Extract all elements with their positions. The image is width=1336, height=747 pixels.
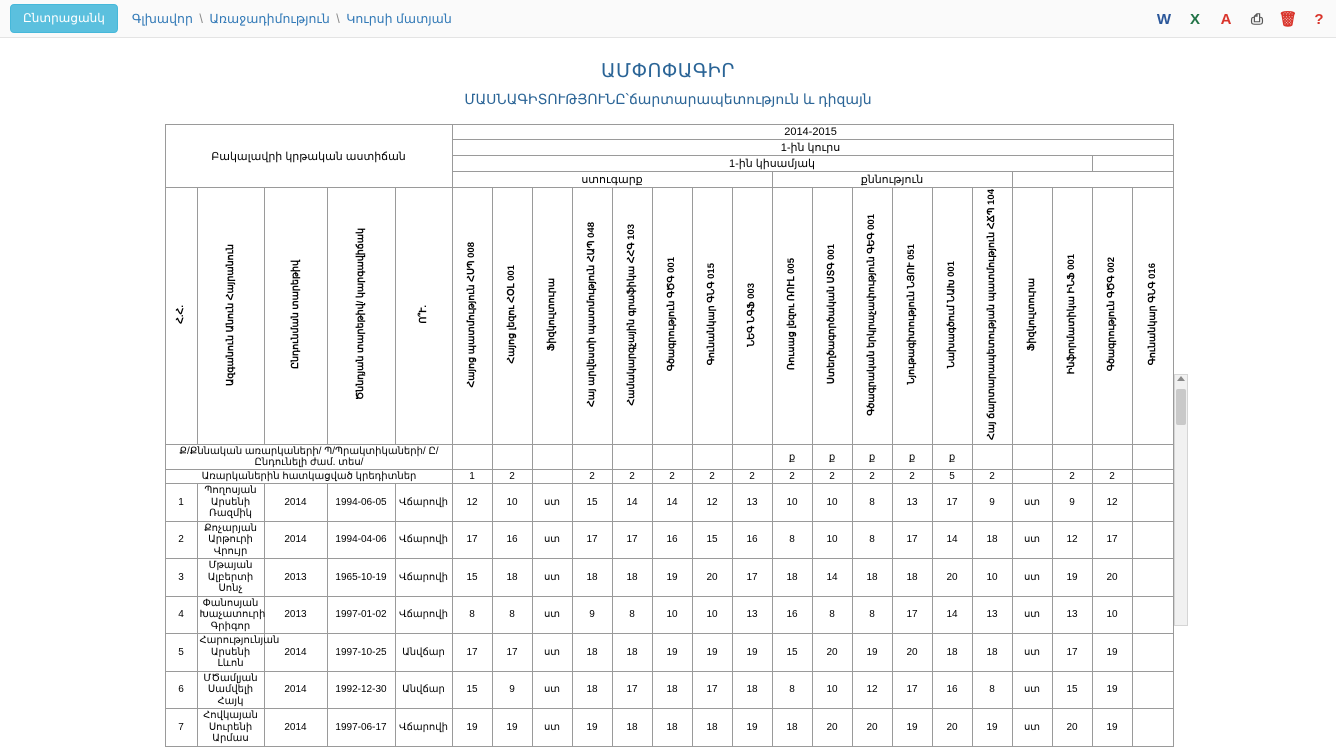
row-status: Վճարովի [395,559,452,597]
breadcrumb-separator: \ [199,12,203,26]
table-vertical-scrollbar[interactable] [1174,374,1188,626]
row-mark[interactable]: 16 [732,521,772,559]
row-mark[interactable]: 19 [692,634,732,672]
row-mark[interactable]: ստ [1012,671,1052,709]
row-mark[interactable]: 9 [572,596,612,634]
row-mark[interactable]: 10 [972,559,1012,597]
table-row[interactable] [165,484,1173,522]
note-label: Ք/Քննական առարկաների/ Պ/Պրակտիկաների/ Ը/Ընդունելի ժամ. տես/ [165,445,452,470]
row-mark[interactable]: 12 [452,484,492,522]
row-mark[interactable]: 8 [852,596,892,634]
row-no: 7 [165,709,197,747]
note-cell-4 [612,445,652,470]
col-header-subject-16: Գծագրություն ԳԾԳ 002 [1092,188,1132,445]
note-cell-6 [692,445,732,470]
pdf-export-icon[interactable]: A [1220,10,1232,28]
row-no: 4 [165,596,197,634]
row-mark[interactable]: 14 [612,484,652,522]
row-mark[interactable]: 18 [892,559,932,597]
col-header-subject-11: Նյութագիտություն ՆՅՈՒ 051 [892,188,932,445]
row-dob: 1997-06-17 [327,709,395,747]
toolbar-actions [1155,0,1328,38]
row-mark[interactable]: 8 [612,596,652,634]
row-mark[interactable]: 9 [492,671,532,709]
col-header-status: Ո՞Ւ. [395,188,452,445]
year-range-cell: 2014-2015 [452,125,1173,140]
row-mark[interactable]: 18 [732,671,772,709]
row-mark[interactable]: 14 [932,521,972,559]
note-cell-5 [652,445,692,470]
note-cell-0 [452,445,492,470]
row-mark[interactable]: 14 [932,596,972,634]
col-header-subject-14: Ֆիզկուլտուրա [1012,188,1052,445]
row-mark[interactable]: 19 [492,709,532,747]
row-mark[interactable]: 17 [612,521,652,559]
credit-cell-8: 2 [772,470,812,484]
row-mark[interactable]: 9 [1052,484,1092,522]
row-mark[interactable]: 13 [732,596,772,634]
row-admit-year: 2014 [264,521,327,559]
row-no: 2 [165,521,197,559]
row-mark[interactable]: 17 [1052,634,1092,672]
row-mark[interactable]: 8 [772,521,812,559]
credit-cell-3: 2 [572,470,612,484]
breadcrumb-item-progress[interactable]: Առաջադիմություն [209,12,330,26]
row-mark[interactable]: 20 [692,559,732,597]
table-credits-row [165,470,1173,484]
row-fullname: Քոչարյան Արթուրի Վրույր [197,521,264,559]
row-mark[interactable]: 17 [1092,521,1132,559]
note-cell-10: ք [852,445,892,470]
delete-icon[interactable]: 🗑 [1278,11,1298,28]
row-no: 3 [165,559,197,597]
credit-cell-17 [1132,470,1173,484]
row-mark[interactable]: 13 [732,484,772,522]
credit-cell-16: 2 [1092,470,1132,484]
row-mark[interactable]: 18 [572,559,612,597]
row-mark[interactable]: ստ [532,709,572,747]
credit-cell-5: 2 [652,470,692,484]
col-header-no: Հ.Հ. [165,188,197,445]
row-no: 5 [165,634,197,672]
row-status: Վճարովի [395,484,452,522]
row-mark[interactable]: 19 [892,709,932,747]
row-mark[interactable]: ստ [1012,709,1052,747]
row-mark[interactable]: ստ [1012,484,1052,522]
row-dob: 1997-01-02 [327,596,395,634]
col-header-subject-3: Հայ արվեստի պատմություն ՀԱՊ 048 [572,188,612,445]
row-mark[interactable]: 19 [1092,709,1132,747]
col-header-subject-13: Հայ ճարտարապետության պատմություն ՀՃՊ 104 [972,188,1012,445]
credit-cell-4: 2 [612,470,652,484]
row-fullname: ՄԾամլյան Սամվելի Հայկ [197,671,264,709]
row-mark[interactable]: 18 [652,709,692,747]
row-mark[interactable]: ստ [532,559,572,597]
credit-cell-9: 2 [812,470,852,484]
row-mark[interactable]: 20 [932,709,972,747]
col-header-subject-15: Ինֆորմատիկա ԻՆՖ 001 [1052,188,1092,445]
breadcrumb [132,11,452,26]
note-cell-15 [1052,445,1092,470]
col-header-subject-10: Գծագրական երկրաչափություն ԳԵԳ 001 [852,188,892,445]
table-column-headers [165,188,1173,445]
row-mark[interactable]: 18 [972,521,1012,559]
row-mark[interactable]: 16 [492,521,532,559]
row-mark[interactable]: 18 [492,559,532,597]
row-mark[interactable]: 19 [652,559,692,597]
row-mark[interactable]: 18 [772,709,812,747]
scroll-up-icon[interactable] [1177,376,1185,381]
row-mark[interactable]: 19 [652,634,692,672]
course-cell: 1-ին կուրս [452,140,1173,156]
row-mark[interactable]: 17 [892,671,932,709]
help-icon[interactable]: ? [1314,10,1324,28]
row-dob: 1994-06-05 [327,484,395,522]
grade-table-container [165,124,1172,747]
row-mark[interactable]: 18 [852,559,892,597]
table-row[interactable] [165,521,1173,559]
row-mark[interactable]: 16 [652,521,692,559]
credit-cell-12: 5 [932,470,972,484]
row-mark[interactable]: ստ [1012,596,1052,634]
row-mark[interactable]: 19 [572,709,612,747]
col-header-fullname: Ազգանուն Անուն Հայրանուն [197,188,264,445]
credit-cell-6: 2 [692,470,732,484]
col-header-subject-5: Գծագրություն ԳԾԳ 001 [652,188,692,445]
row-mark[interactable] [1132,709,1173,747]
row-mark[interactable]: 20 [1052,709,1092,747]
row-status: Վճարովի [395,709,452,747]
table-row[interactable] [165,671,1173,709]
note-cell-2 [532,445,572,470]
row-mark[interactable]: 8 [852,484,892,522]
col-header-subject-7: ՆԵԳ ՆԳՖ 003 [732,188,772,445]
credit-cell-11: 2 [892,470,932,484]
credit-cell-10: 2 [852,470,892,484]
col-header-subject-17: Գունանկար ԳՆԳ 016 [1132,188,1173,445]
row-mark[interactable]: 14 [812,559,852,597]
row-mark[interactable]: 10 [812,521,852,559]
row-no: 6 [165,671,197,709]
group-spacer [1012,172,1173,188]
row-mark[interactable]: 17 [492,634,532,672]
row-mark[interactable]: 15 [452,559,492,597]
semester-cell: 1-ին կիսամյակ [452,156,1092,172]
breadcrumb-item-home[interactable]: Գլխավոր [131,12,193,26]
row-mark[interactable]: 12 [1092,484,1132,522]
row-admit-year: 2014 [264,709,327,747]
row-mark[interactable]: 17 [612,671,652,709]
row-admit-year: 2014 [264,671,327,709]
row-mark[interactable]: 15 [772,634,812,672]
row-mark[interactable]: 16 [932,671,972,709]
note-cell-11: ք [892,445,932,470]
row-mark[interactable]: 19 [732,634,772,672]
credits-label: Առարկաներին հատկացված կրեդիտներ [165,470,452,484]
table-note-row [165,445,1173,470]
excel-export-icon[interactable]: X [1189,10,1200,28]
row-dob: 1965-10-19 [327,559,395,597]
credit-cell-14 [1012,470,1052,484]
word-export-icon[interactable]: W [1156,10,1172,28]
row-mark[interactable]: 19 [1052,559,1092,597]
col-header-subject-6: Գունանկար ԳՆԳ 015 [692,188,732,445]
note-cell-12: ք [932,445,972,470]
table-row[interactable] [165,634,1173,672]
row-dob: 1997-10-25 [327,634,395,672]
row-mark[interactable] [1132,484,1173,522]
row-mark[interactable]: 18 [972,634,1012,672]
row-mark[interactable]: 15 [572,484,612,522]
row-mark[interactable]: 18 [572,634,612,672]
row-status: Անվճար [395,671,452,709]
row-mark[interactable]: 18 [692,709,732,747]
col-header-subject-0: Հայոց պատմություն ՀՍՊ 008 [452,188,492,445]
scrollbar-thumb[interactable] [1176,389,1186,425]
breadcrumb-separator: \ [336,12,340,26]
row-mark[interactable]: 8 [812,596,852,634]
row-mark[interactable]: 13 [892,484,932,522]
row-admit-year: 2014 [264,484,327,522]
row-mark[interactable]: 19 [1092,634,1132,672]
row-mark[interactable]: 16 [772,596,812,634]
row-fullname: Հովկայան Սուրենի Արմաս [197,709,264,747]
row-mark[interactable]: ստ [532,634,572,672]
row-mark[interactable]: ստ [1012,521,1052,559]
row-mark[interactable]: 20 [852,709,892,747]
row-mark[interactable]: 20 [892,634,932,672]
row-mark[interactable]: 19 [452,709,492,747]
row-mark[interactable]: 17 [732,559,772,597]
row-mark[interactable]: 18 [652,671,692,709]
col-header-admit-year: Ընդունման տարեթիվ [264,188,327,445]
row-mark[interactable]: 20 [812,634,852,672]
row-mark[interactable]: 13 [972,596,1012,634]
row-mark[interactable]: 10 [812,484,852,522]
row-mark[interactable]: 18 [572,671,612,709]
note-cell-8: ք [772,445,812,470]
row-mark[interactable]: 17 [452,521,492,559]
breadcrumb-item-course-journal[interactable]: Կուրսի մատյան [346,12,452,26]
table-row[interactable] [165,596,1173,634]
row-mark[interactable]: ստ [532,484,572,522]
credit-cell-15: 2 [1052,470,1092,484]
col-header-dob-status: Ծննդյան տարեթիվ/ կարգավիճակ [327,188,395,445]
row-mark[interactable] [1132,521,1173,559]
row-mark[interactable]: 15 [692,521,732,559]
print-icon[interactable]: ⎙ [1250,10,1263,28]
row-mark[interactable] [1132,559,1173,597]
row-fullname: Փանոսյան Խաչատուրի Գրիգոր [197,596,264,634]
table-row[interactable] [165,709,1173,747]
row-mark[interactable]: 19 [972,709,1012,747]
credit-cell-2 [532,470,572,484]
row-mark[interactable]: 17 [932,484,972,522]
row-mark[interactable]: 12 [692,484,732,522]
row-dob: 1992-12-30 [327,671,395,709]
row-mark[interactable] [1132,671,1173,709]
note-cell-7 [732,445,772,470]
row-mark[interactable]: 13 [1052,596,1092,634]
col-header-subject-4: Համակարգչային գրաֆիկա ՀՀԳ 103 [612,188,652,445]
row-mark[interactable]: 8 [452,596,492,634]
col-header-subject-1: Հայոց լեզու ՀՕԼ 001 [492,188,532,445]
row-mark[interactable]: ստ [1012,559,1052,597]
row-mark[interactable]: 12 [852,671,892,709]
row-mark[interactable]: 17 [892,521,932,559]
group-test-cell: քննություն [772,172,1012,188]
row-mark[interactable]: 8 [492,596,532,634]
row-admit-year: 2013 [264,596,327,634]
row-mark[interactable]: 20 [1092,559,1132,597]
note-cell-9: ք [812,445,852,470]
page-header [0,38,1336,108]
row-mark[interactable]: ստ [532,596,572,634]
row-mark[interactable]: 17 [572,521,612,559]
row-admit-year: 2013 [264,559,327,597]
row-mark[interactable]: 17 [892,596,932,634]
page-subtitle: ՄԱՍՆԱԳԻՏՈՒԹՅՈՒՆԸ՝ճարտարապետություն և դիզայն [464,91,872,107]
group-exam-cell: ստուգարք [452,172,772,188]
menu-button[interactable]: Ընտրացանկ [10,4,118,32]
row-mark[interactable]: ստ [532,521,572,559]
row-no: 1 [165,484,197,522]
credit-cell-7: 2 [732,470,772,484]
note-cell-1 [492,445,532,470]
row-mark[interactable]: 10 [812,671,852,709]
row-mark[interactable]: 18 [612,634,652,672]
note-cell-16 [1092,445,1132,470]
row-mark[interactable]: ստ [532,671,572,709]
row-mark[interactable]: 10 [772,484,812,522]
row-mark[interactable]: 10 [492,484,532,522]
row-mark[interactable]: 18 [612,709,652,747]
grade-table [165,124,1174,747]
row-mark[interactable]: 15 [1052,671,1092,709]
page-title: ԱՄՓՈՓԱԳԻՐ [601,61,735,82]
row-mark[interactable]: 18 [772,559,812,597]
row-dob: 1994-04-06 [327,521,395,559]
credit-cell-0: 1 [452,470,492,484]
row-mark[interactable]: 18 [932,634,972,672]
row-status: Վճարովի [395,596,452,634]
toolbar [0,0,1336,38]
note-cell-17 [1132,445,1173,470]
row-mark[interactable]: 17 [692,671,732,709]
row-mark[interactable]: 10 [1092,596,1132,634]
row-mark[interactable]: 14 [652,484,692,522]
semester-spacer [1092,156,1173,172]
note-cell-3 [572,445,612,470]
row-mark[interactable]: 20 [932,559,972,597]
col-header-subject-12: Նախագծում ՆԱԽ 001 [932,188,972,445]
credit-cell-13: 2 [972,470,1012,484]
row-mark[interactable]: 10 [692,596,732,634]
row-mark[interactable] [1132,596,1173,634]
row-mark[interactable]: 12 [1052,521,1092,559]
col-header-subject-8: Ռուսաց լեզու ՌՈՒԼ 005 [772,188,812,445]
row-mark[interactable]: 8 [852,521,892,559]
left-header-title: Բակալավրի կրթական աստիճան [165,125,452,188]
row-mark[interactable]: 18 [612,559,652,597]
row-mark[interactable]: 19 [852,634,892,672]
table-header-row-year [165,125,1173,140]
note-cell-14 [1012,445,1052,470]
note-cell-13 [972,445,1012,470]
row-fullname: Պողոսյան Արսենի Ռազմիկ [197,484,264,522]
col-header-subject-9: Ստեղծագործական ՍՏԳ 001 [812,188,852,445]
row-mark[interactable] [1132,634,1173,672]
row-mark[interactable]: 15 [452,671,492,709]
row-status: Վճարովի [395,521,452,559]
row-mark[interactable]: 10 [652,596,692,634]
row-fullname: Հարությունյան Արսենի Լևոն [197,634,264,672]
row-mark[interactable]: 20 [812,709,852,747]
col-header-subject-2: Ֆիզկուլտուրա [532,188,572,445]
row-mark[interactable]: 8 [972,671,1012,709]
row-mark[interactable]: 8 [772,671,812,709]
row-mark[interactable]: ստ [1012,634,1052,672]
row-mark[interactable]: 19 [732,709,772,747]
row-mark[interactable]: 19 [1092,671,1132,709]
row-mark[interactable]: 9 [972,484,1012,522]
row-mark[interactable]: 17 [452,634,492,672]
row-status: Անվճար [395,634,452,672]
table-row[interactable] [165,559,1173,597]
credit-cell-1: 2 [492,470,532,484]
row-fullname: Մթայան Ալբերտի Սոնչ [197,559,264,597]
row-admit-year: 2014 [264,634,327,672]
